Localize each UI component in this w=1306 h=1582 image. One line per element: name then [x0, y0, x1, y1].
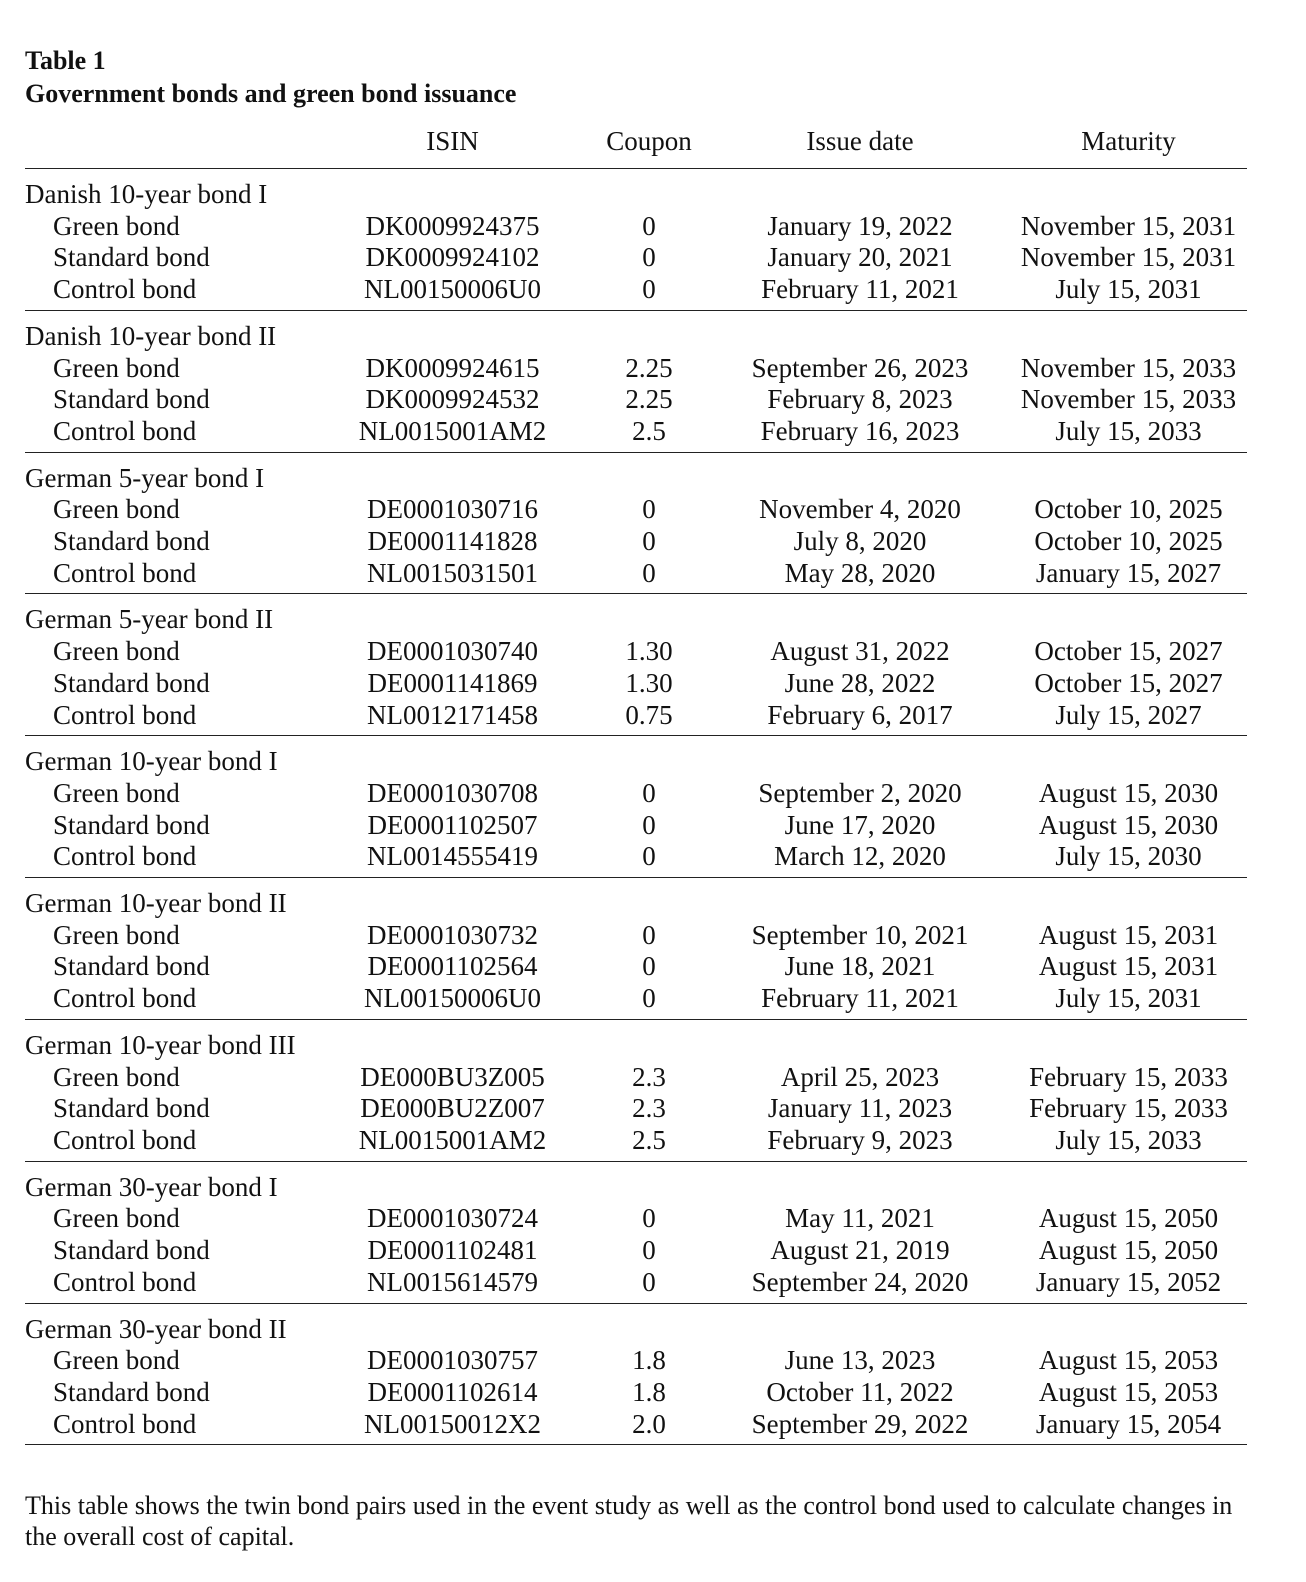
issue-date-cell: February 11, 2021 — [738, 983, 982, 1019]
maturity-cell: February 15, 2033 — [1029, 1061, 1228, 1092]
group-header-row — [25, 310, 1247, 352]
isin-cell: DE0001030732 — [367, 919, 538, 950]
bond-type: Control bond — [25, 1125, 345, 1161]
maturity-cell: July 15, 2031 — [982, 274, 1247, 310]
table-row — [25, 526, 1247, 558]
table-row — [25, 1093, 1247, 1125]
issue-date-cell: January 20, 2021 — [767, 242, 953, 273]
isin-cell: DK0009924532 — [365, 384, 540, 415]
bond-type: Green bond — [53, 1061, 180, 1092]
bond-type: Control bond — [25, 700, 345, 736]
header-label — [25, 118, 345, 169]
coupon-cell: 0 — [642, 951, 656, 982]
table-row — [25, 636, 1247, 668]
table-row — [25, 494, 1247, 526]
bond-type: Green bond — [53, 210, 180, 241]
maturity-cell: August 15, 2030 — [1038, 809, 1219, 840]
maturity-cell: January 15, 2054 — [982, 1409, 1247, 1445]
group-header-row — [25, 452, 1247, 494]
table-row — [25, 1267, 1247, 1303]
issue-date-cell: June 18, 2021 — [784, 951, 936, 982]
issue-date-cell: August 31, 2022 — [770, 636, 950, 667]
isin-cell: DE0001030716 — [367, 494, 538, 525]
isin-cell: DE0001102614 — [367, 1376, 538, 1407]
isin-cell: NL00150006U0 — [345, 983, 560, 1019]
maturity-cell: August 15, 2050 — [1038, 1203, 1219, 1234]
maturity-cell: October 15, 2027 — [1034, 667, 1223, 698]
group-header-row — [25, 169, 1247, 211]
bond-type: Control bond — [25, 416, 345, 452]
issue-date-cell: May 11, 2021 — [785, 1203, 935, 1234]
maturity-cell: November 15, 2033 — [1020, 384, 1237, 415]
group-name: German 10-year bond III — [25, 1029, 296, 1060]
maturity-cell: January 15, 2027 — [982, 558, 1247, 594]
isin-cell: DE000BU2Z007 — [360, 1093, 545, 1124]
isin-cell: DE000BU3Z005 — [360, 1061, 545, 1092]
coupon-cell: 0 — [560, 841, 738, 877]
group-header-row — [25, 1303, 1247, 1345]
isin-cell: NL00150012X2 — [345, 1409, 560, 1445]
isin-cell: NL0015614579 — [345, 1267, 560, 1303]
coupon-cell: 0 — [642, 1235, 656, 1266]
table-row — [25, 384, 1247, 416]
maturity-cell: October 15, 2027 — [1034, 636, 1223, 667]
bond-table — [25, 118, 1247, 1445]
group-header-row — [25, 1019, 1247, 1061]
bond-type: Control bond — [25, 558, 345, 594]
coupon-cell: 0 — [642, 777, 656, 808]
maturity-cell: August 15, 2031 — [1038, 919, 1219, 950]
table-row — [25, 1345, 1247, 1377]
issue-date-cell: March 12, 2020 — [738, 841, 982, 877]
table-row — [25, 1235, 1247, 1267]
isin-cell: DE0001030708 — [367, 777, 538, 808]
bond-type: Standard bond — [53, 526, 210, 557]
maturity-cell: August 15, 2031 — [1038, 951, 1219, 982]
table-row — [25, 558, 1247, 594]
coupon-cell: 2.5 — [560, 1125, 738, 1161]
coupon-cell: 2.3 — [632, 1061, 666, 1092]
table-row — [25, 668, 1247, 700]
table-row — [25, 983, 1247, 1019]
bond-type: Standard bond — [53, 242, 210, 273]
issue-date-cell: February 16, 2023 — [738, 416, 982, 452]
group-name: Danish 10-year bond II — [25, 320, 277, 351]
group-name: German 30-year bond I — [25, 1171, 278, 1202]
isin-cell: DE0001030757 — [367, 1345, 538, 1376]
coupon-cell: 1.30 — [625, 636, 673, 667]
coupon-cell: 0 — [642, 242, 656, 273]
issue-date-cell: July 8, 2020 — [793, 526, 927, 557]
issue-date-cell: September 24, 2020 — [738, 1267, 982, 1303]
bond-type: Green bond — [53, 919, 180, 950]
bond-type: Standard bond — [53, 1093, 210, 1124]
maturity-cell: July 15, 2033 — [982, 416, 1247, 452]
issue-date-cell: April 25, 2023 — [780, 1061, 940, 1092]
table-row — [25, 700, 1247, 736]
bond-type: Green bond — [53, 1203, 180, 1234]
bond-type: Standard bond — [53, 809, 210, 840]
maturity-cell: August 15, 2030 — [1038, 777, 1219, 808]
group-header-row — [25, 1161, 1247, 1203]
header-issue-date: Issue date — [738, 118, 982, 169]
bond-type: Standard bond — [53, 667, 210, 698]
bond-type: Standard bond — [53, 1376, 210, 1407]
table-body — [25, 169, 1247, 1445]
maturity-cell: July 15, 2030 — [982, 841, 1247, 877]
bond-type: Standard bond — [53, 1235, 210, 1266]
maturity-cell: August 15, 2053 — [1038, 1345, 1219, 1376]
coupon-cell: 0 — [642, 919, 656, 950]
coupon-cell: 2.25 — [625, 352, 673, 383]
coupon-cell: 0.75 — [560, 700, 738, 736]
table-note: This table shows the twin bond pairs used in the event study as well as the control bond used to calculate changes in the overall cost of capital. — [25, 1491, 1233, 1551]
bond-type: Standard bond — [53, 951, 210, 982]
bond-type: Control bond — [25, 841, 345, 877]
coupon-cell: 0 — [642, 809, 656, 840]
issue-date-cell: June 17, 2020 — [784, 809, 936, 840]
coupon-cell: 2.3 — [632, 1093, 666, 1124]
group-name: German 30-year bond II — [25, 1313, 287, 1344]
issue-date-cell: June 13, 2023 — [784, 1345, 936, 1376]
maturity-cell: November 15, 2031 — [1020, 242, 1237, 273]
group-name: German 10-year bond II — [25, 888, 287, 919]
bond-type: Green bond — [53, 636, 180, 667]
isin-cell: NL0015001AM2 — [345, 416, 560, 452]
group-header-row — [25, 736, 1247, 778]
issue-date-cell: January 11, 2023 — [767, 1093, 953, 1124]
table-row — [25, 841, 1247, 877]
table-row — [25, 274, 1247, 310]
coupon-cell: 1.30 — [625, 667, 673, 698]
isin-cell: DE0001102507 — [367, 809, 538, 840]
coupon-cell: 0 — [560, 558, 738, 594]
isin-cell: DE0001030724 — [367, 1203, 538, 1234]
isin-cell: NL0014555419 — [345, 841, 560, 877]
issue-date-cell: October 11, 2022 — [766, 1376, 954, 1407]
table-row — [25, 242, 1247, 274]
isin-cell: NL0012171458 — [345, 700, 560, 736]
bond-type: Control bond — [25, 983, 345, 1019]
issue-date-cell: February 9, 2023 — [738, 1125, 982, 1161]
maturity-cell: August 15, 2050 — [1038, 1235, 1219, 1266]
isin-cell: DE0001102481 — [367, 1235, 538, 1266]
issue-date-cell: February 8, 2023 — [767, 384, 953, 415]
issue-date-cell: May 28, 2020 — [738, 558, 982, 594]
table-row — [25, 810, 1247, 842]
table-row — [25, 778, 1247, 810]
bond-type: Standard bond — [53, 384, 210, 415]
group-name: German 10-year bond I — [25, 746, 278, 777]
isin-cell: DE0001030740 — [367, 636, 538, 667]
issue-date-cell: January 19, 2022 — [767, 210, 953, 241]
coupon-cell: 2.25 — [625, 384, 673, 415]
table-row — [25, 353, 1247, 385]
maturity-cell: August 15, 2053 — [1038, 1376, 1219, 1407]
bond-type: Green bond — [53, 494, 180, 525]
table-row — [25, 1203, 1247, 1235]
isin-cell: DK0009924375 — [365, 210, 540, 241]
table-row — [25, 1409, 1247, 1445]
table-caption: Government bonds and green bond issuance — [25, 79, 517, 108]
coupon-cell: 0 — [642, 526, 656, 557]
coupon-cell: 0 — [642, 210, 656, 241]
table-row — [25, 211, 1247, 243]
header-maturity: Maturity — [982, 118, 1247, 169]
table-row — [25, 1377, 1247, 1409]
isin-cell: DK0009924615 — [365, 352, 540, 383]
group-name: German 5-year bond II — [25, 604, 274, 635]
maturity-cell: July 15, 2033 — [982, 1125, 1247, 1161]
table-header-row — [25, 118, 1247, 169]
group-header-row — [25, 594, 1247, 636]
maturity-cell: November 15, 2033 — [1020, 352, 1237, 383]
issue-date-cell: June 28, 2022 — [784, 667, 936, 698]
issue-date-cell: February 6, 2017 — [738, 700, 982, 736]
table-title — [25, 44, 516, 110]
issue-date-cell: September 2, 2020 — [758, 777, 962, 808]
isin-cell: NL0015031501 — [345, 558, 560, 594]
issue-date-cell: February 11, 2021 — [738, 274, 982, 310]
table-row — [25, 951, 1247, 983]
coupon-cell: 0 — [642, 1203, 656, 1234]
coupon-cell: 1.8 — [632, 1376, 666, 1407]
table-row — [25, 416, 1247, 452]
issue-date-cell: November 4, 2020 — [759, 494, 961, 525]
header-isin: ISIN — [345, 118, 560, 169]
bond-type: Control bond — [25, 1409, 345, 1445]
bond-type: Green bond — [53, 352, 180, 383]
isin-cell: DE0001102564 — [367, 951, 538, 982]
maturity-cell: October 10, 2025 — [1034, 494, 1223, 525]
isin-cell: NL0015001AM2 — [345, 1125, 560, 1161]
maturity-cell: January 15, 2052 — [982, 1267, 1247, 1303]
isin-cell: NL00150006U0 — [345, 274, 560, 310]
group-name: Danish 10-year bond I — [25, 179, 268, 209]
coupon-cell: 0 — [560, 983, 738, 1019]
bond-type: Control bond — [25, 274, 345, 310]
coupon-cell: 2.5 — [560, 416, 738, 452]
isin-cell: DK0009924102 — [365, 242, 540, 273]
group-name: German 5-year bond I — [25, 462, 265, 493]
coupon-cell: 0 — [642, 494, 656, 525]
maturity-cell: November 15, 2031 — [1020, 210, 1237, 241]
issue-date-cell: September 29, 2022 — [738, 1409, 982, 1445]
maturity-cell: July 15, 2027 — [982, 700, 1247, 736]
isin-cell: DE0001141869 — [367, 667, 538, 698]
issue-date-cell: September 10, 2021 — [751, 919, 969, 950]
coupon-cell: 0 — [560, 1267, 738, 1303]
issue-date-cell: September 26, 2023 — [751, 352, 969, 383]
table-row — [25, 1125, 1247, 1161]
maturity-cell: October 10, 2025 — [1034, 526, 1223, 557]
table-number: Table 1 — [25, 46, 106, 75]
isin-cell: DE0001141828 — [367, 526, 538, 557]
header-coupon: Coupon — [560, 118, 738, 169]
issue-date-cell: August 21, 2019 — [770, 1235, 950, 1266]
bond-type: Green bond — [53, 1345, 180, 1376]
group-header-row — [25, 878, 1247, 920]
maturity-cell: February 15, 2033 — [1029, 1093, 1228, 1124]
maturity-cell: July 15, 2031 — [982, 983, 1247, 1019]
bond-type: Green bond — [53, 777, 180, 808]
table-row — [25, 1062, 1247, 1094]
coupon-cell: 0 — [560, 274, 738, 310]
bond-type: Control bond — [25, 1267, 345, 1303]
coupon-cell: 1.8 — [632, 1345, 666, 1376]
coupon-cell: 2.0 — [560, 1409, 738, 1445]
table-row — [25, 920, 1247, 952]
